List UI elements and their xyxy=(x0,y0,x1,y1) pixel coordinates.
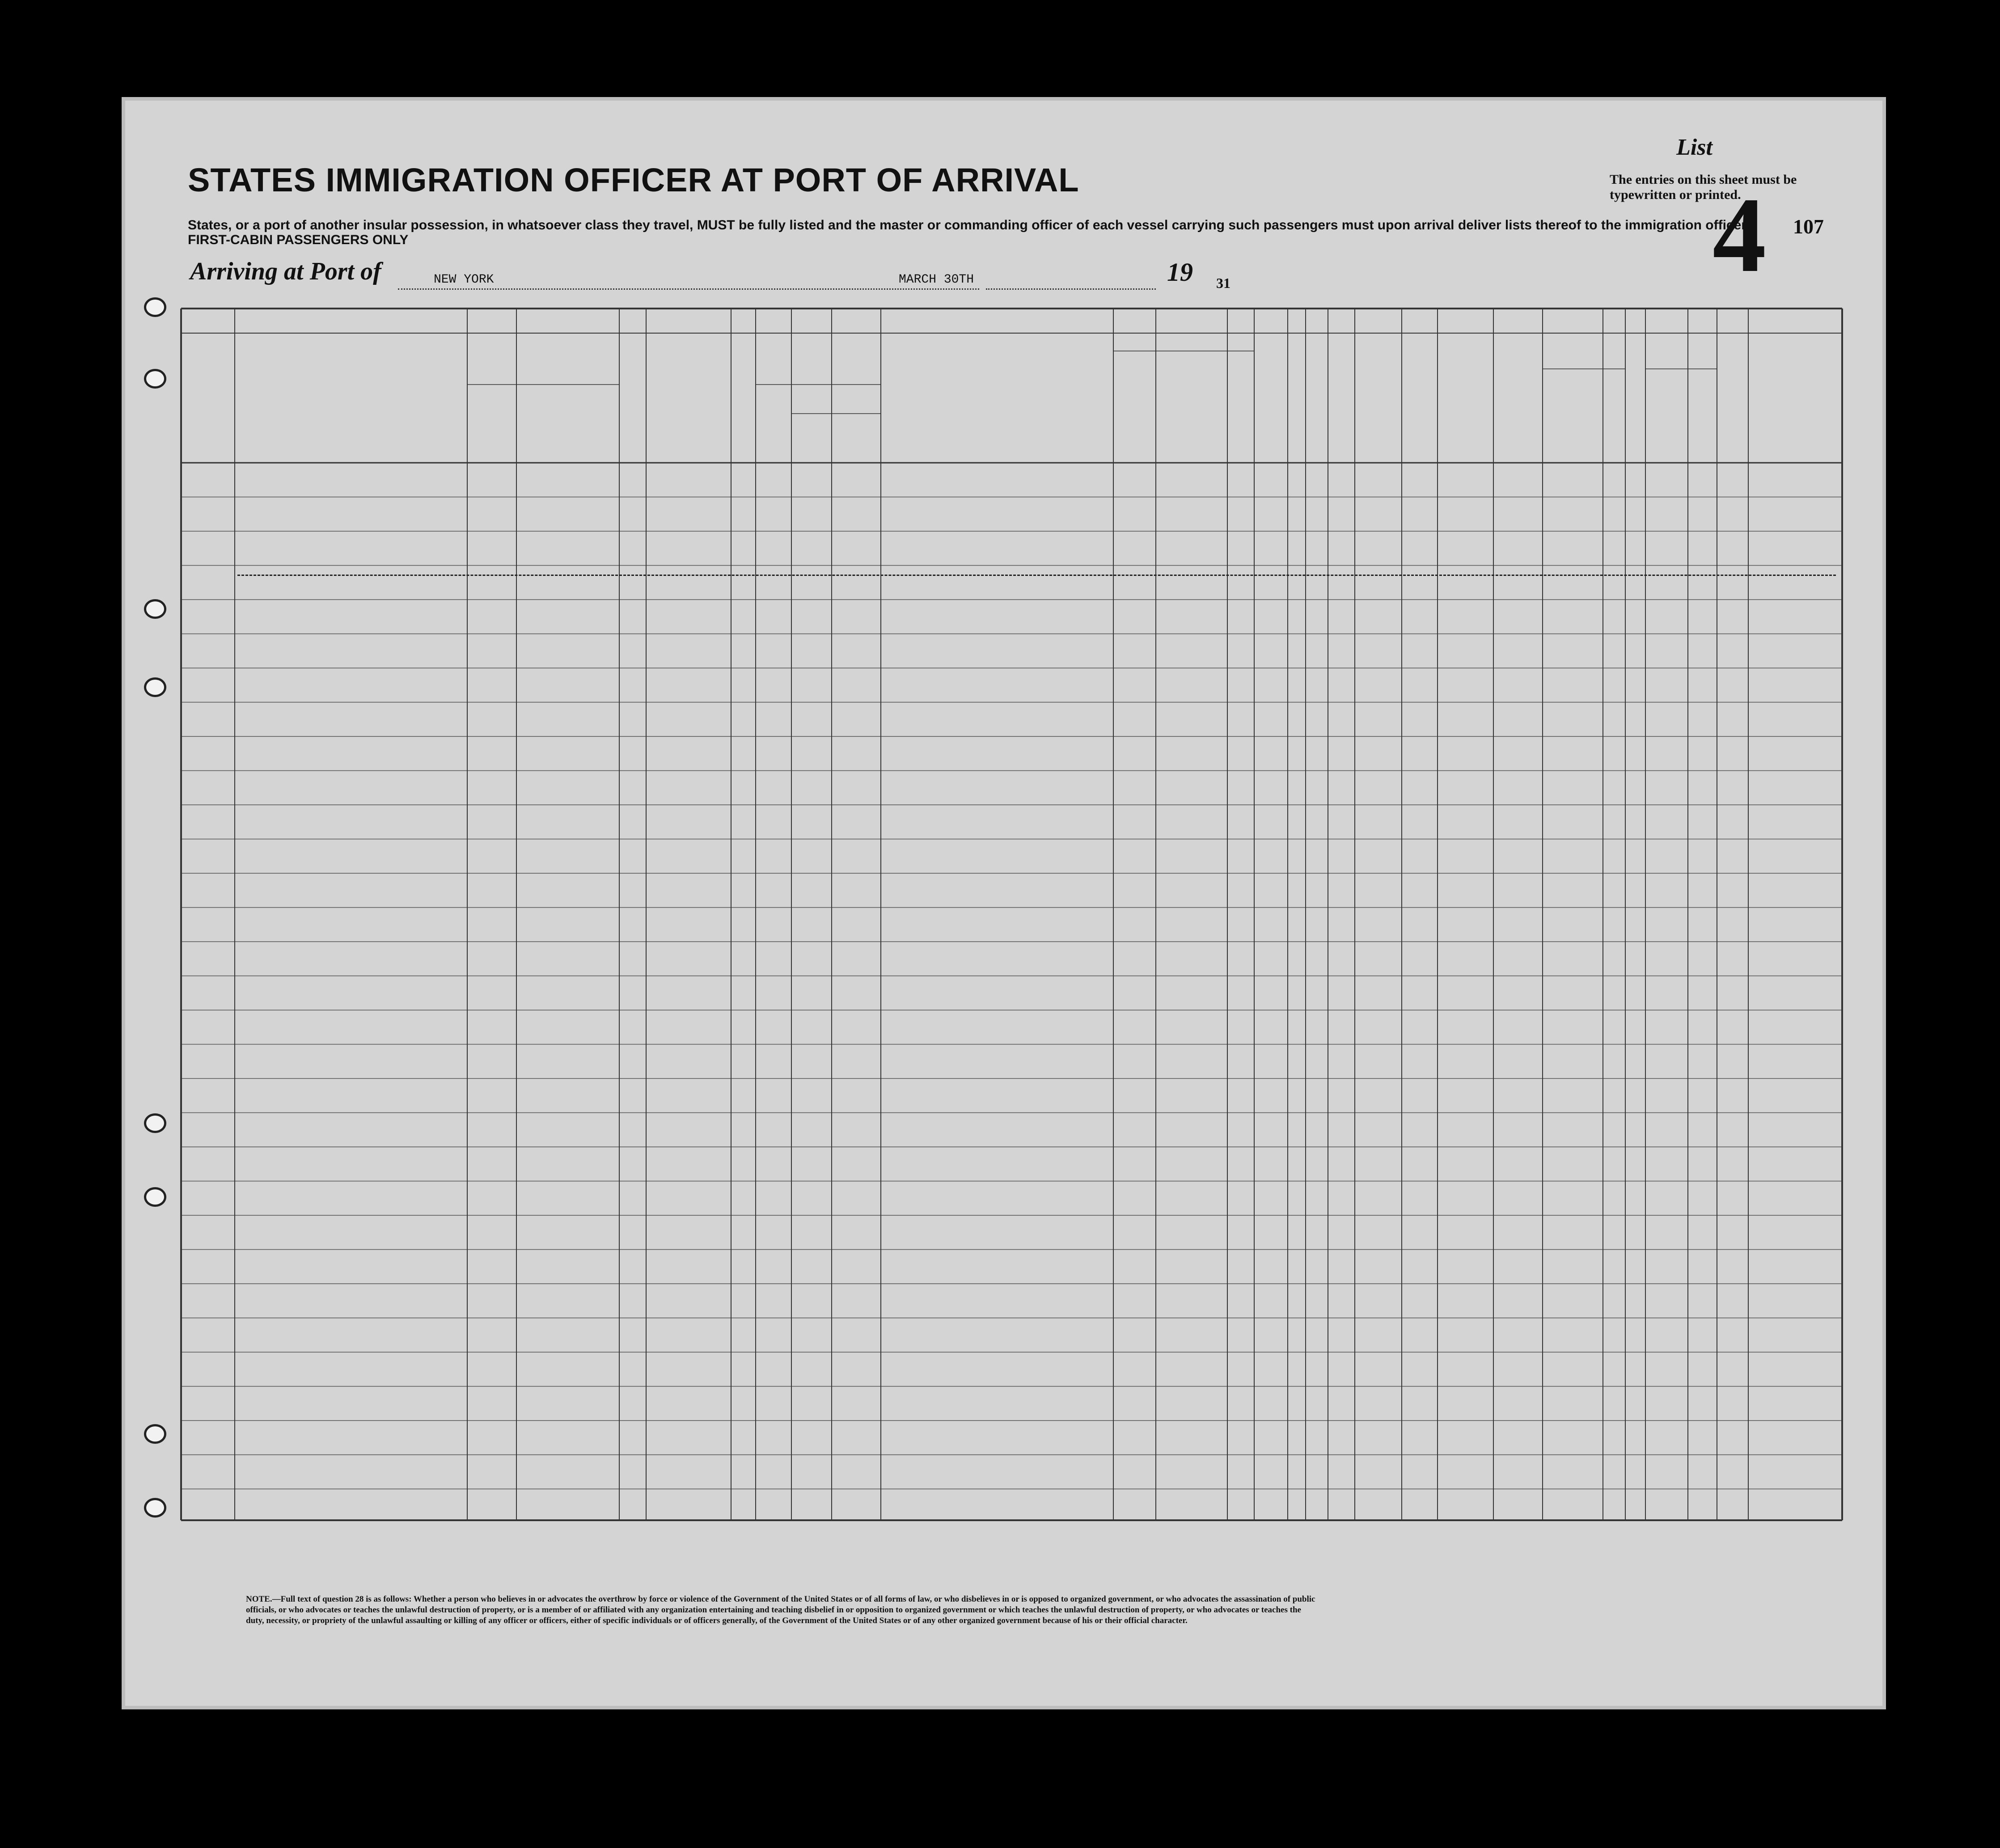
binder-hole xyxy=(144,297,166,317)
footnote: NOTE.—Full text of question 28 is as follows: Whether a person who believes in or advocates the overthrow by force or violence of the Government of the United States or of all forms of law, or who disbelieves in or is opposed to organized government, or who advocates the assassination of public officials, or who advocates or teaches the unlawful destruction of property, or is a member of or affiliated with any organization entertaining and teaching disbelief in or opposition to organized government or which teaches the unlawful destruction of property, or who advocates or teaches the duty, necessity, or propriety of the unlawful assaulting or killing of any officer or officers, either of specific individuals or of officers generally, of the Government of the United States or of any other organized government because of his or their official character. xyxy=(246,1594,1315,1625)
year-suffix: 31 xyxy=(1216,275,1230,291)
binder-hole xyxy=(144,1424,166,1444)
binder-hole xyxy=(144,1187,166,1207)
passenger-class-label: FIRST-CABIN PASSENGERS ONLY xyxy=(188,233,409,247)
list-number: 4 xyxy=(1712,175,1766,294)
date-value: MARCH 30TH xyxy=(899,273,974,287)
binder-hole xyxy=(144,677,166,697)
page-title: STATES IMMIGRATION OFFICER AT PORT OF ARRIVAL xyxy=(188,161,1079,199)
binder-hole xyxy=(144,369,166,389)
table-grid xyxy=(125,101,1882,1706)
manifest-sheet xyxy=(125,101,1882,1706)
entries-note: The entries on this sheet must be typewritten or printed. xyxy=(1610,172,1797,202)
binder-hole xyxy=(144,1498,166,1518)
port-value: NEW YORK xyxy=(434,273,494,287)
instructions-text: States, or a port of another insular possession, in whatsoever class they travel, MUST be fully listed and the master or commanding officer of each vessel carrying such passengers must upon arrival deliver lists thereof to the immigration officer xyxy=(188,218,1746,233)
binder-hole xyxy=(144,1113,166,1133)
year-prefix: 19 xyxy=(1167,258,1193,287)
list-label: List xyxy=(1676,135,1712,160)
row-dash-line xyxy=(237,575,1836,576)
binder-hole xyxy=(144,599,166,619)
page-number: 107 xyxy=(1793,215,1824,238)
arriving-label: Arriving at Port of xyxy=(190,258,381,285)
